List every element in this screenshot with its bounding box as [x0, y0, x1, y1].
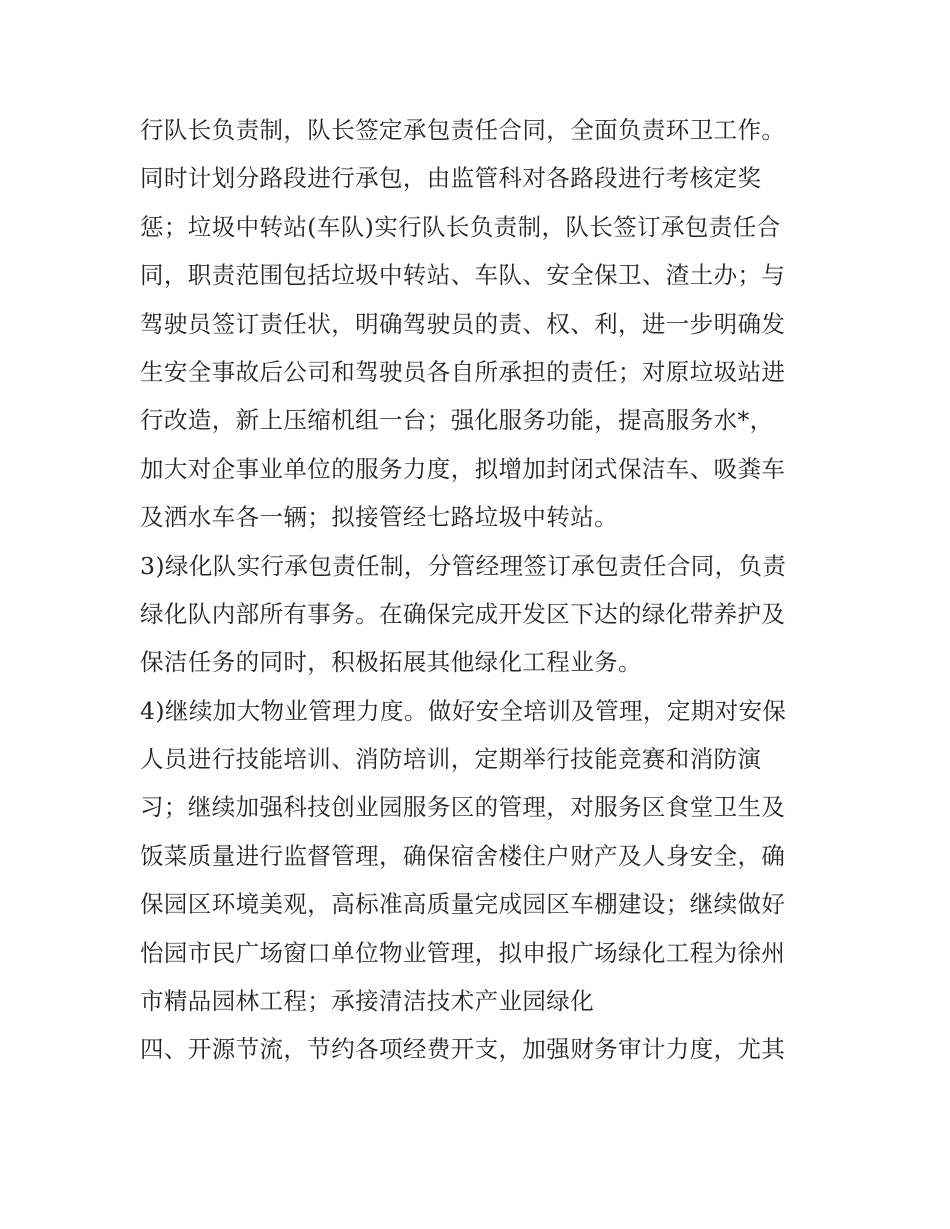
text-line: 四、开源节流，节约各项经费开支，加强财务审计力度，尤其 [140, 1035, 786, 1064]
text-line: 同，职责范围包括垃圾中转站、车队、安全保卫、渣土办；与 [140, 261, 786, 290]
text-line: 怡园市民广场窗口单位物业管理，拟申报广场绿化工程为徐州 [140, 938, 786, 967]
text-line: 饭菜质量进行监督管理，确保宿舍楼住户财产及人身安全，确 [140, 841, 786, 870]
text-line: 加大对企事业单位的服务力度，拟增加封闭式保洁车、吸粪车 [140, 454, 786, 483]
text-line: 及洒水车各一辆；拟接管经七路垃圾中转站。 [140, 503, 618, 532]
document-body [140, 106, 820, 1074]
text-line: 市精品园林工程；承接清洁技术产业园绿化 [140, 987, 595, 1016]
text-line: 惩；垃圾中转站(车队)实行队长负责制，队长签订承包责任合 [140, 212, 781, 241]
text-line: 保园区环境美观，高标准高质量完成园区车棚建设；继续做好 [140, 890, 786, 919]
text-line: 行队长负责制，队长签定承包责任合同，全面负责环卫工作。 [140, 116, 786, 144]
text-line: 保洁任务的同时，积极拓展其他绿化工程业务。 [140, 648, 642, 677]
text-line: 驾驶员签订责任状，明确驾驶员的责、权、利，进一步明确发 [140, 309, 786, 338]
text-line: 3)绿化队实行承包责任制，分管经理签订承包责任合同，负责 [140, 551, 787, 580]
text-line: 行改造，新上压缩机组一台；强化服务功能，提高服务水*， [140, 406, 774, 435]
text-line: 绿化队内部所有事务。在确保完成开发区下达的绿化带养护及 [140, 599, 786, 628]
text-line: 同时计划分路段进行承包，由监管科对各路段进行考核定奖 [140, 164, 762, 193]
text-line: 习；继续加强科技创业园服务区的管理，对服务区食堂卫生及 [140, 793, 786, 822]
text-line: 生安全事故后公司和驾驶员各自所承担的责任；对原垃圾站进 [140, 357, 786, 386]
text-line: 4)继续加大物业管理力度。做好安全培训及管理，定期对安保 [140, 696, 787, 725]
text-line: 人员进行技能培训、消防培训，定期举行技能竞赛和消防演 [140, 745, 762, 774]
